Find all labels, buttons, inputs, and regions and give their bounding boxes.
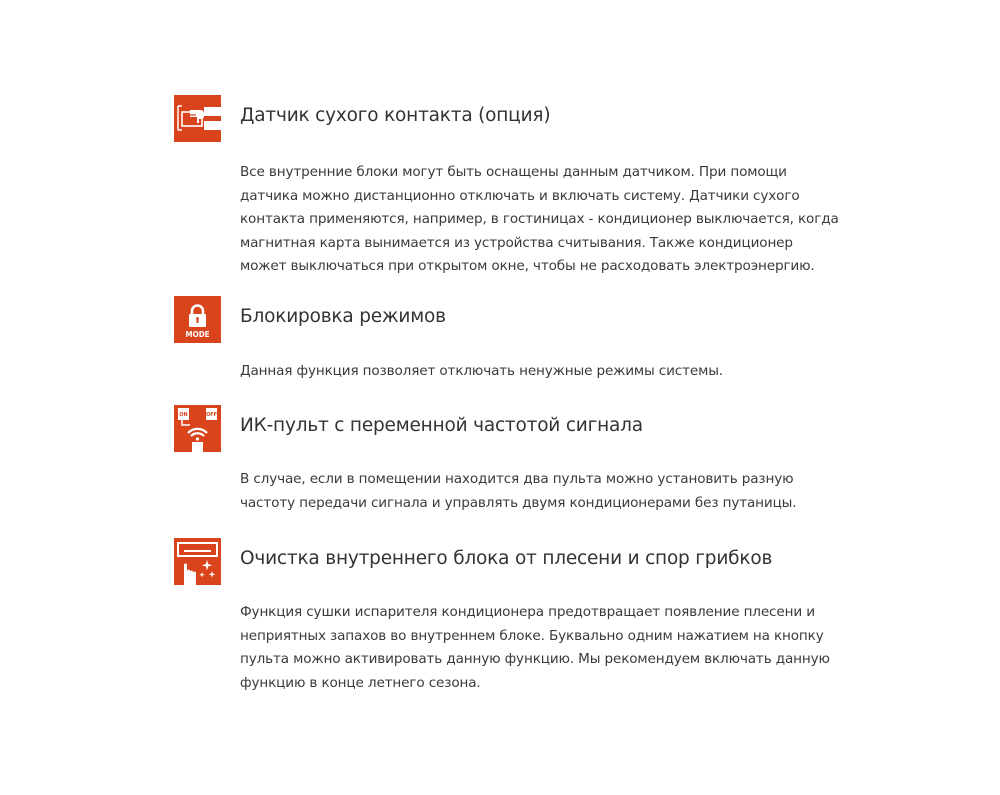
feature-title: ИК-пульт с переменной частотой сигнала xyxy=(240,415,643,436)
svg-text:ON: ON xyxy=(179,412,188,418)
svg-text:MODE: MODE xyxy=(185,330,210,339)
description-line: может выключаться при открытом окне, чтобы не расходовать электроэнергию. xyxy=(240,258,815,274)
description-line: функцию в конце летнего сезона. xyxy=(240,674,481,691)
description-line: В случае, если в помещении находится два пульта можно установить разную xyxy=(240,471,794,487)
feature-title: Датчик сухого контакта (опция) xyxy=(240,105,551,126)
mold-cleaning-icon xyxy=(174,538,221,585)
feature-title: Очистка внутреннего блока от плесени и спор грибков xyxy=(240,548,773,569)
mode-lock-icon xyxy=(174,296,221,343)
description-line: контакта применяются, например, в гостиницах - кондиционер выключается, когда xyxy=(240,211,839,227)
svg-text:OFF: OFF xyxy=(205,412,218,418)
description-line: Все внутренние блоки могут быть оснащены данным датчиком. При помощи xyxy=(240,164,787,180)
feature-description xyxy=(240,161,880,279)
feature-description xyxy=(240,601,880,695)
description-line: датчика можно дистанционно отключать и включать систему. Датчики сухого xyxy=(240,187,800,204)
description-line: магнитная карта вынимается из устройства считывания. Также кондиционер xyxy=(240,234,793,251)
description-line: неприятных запахов во внутреннем блоке. Буквально одним нажатием на кнопку xyxy=(240,627,824,644)
feature-title: Блокировка режимов xyxy=(240,306,446,327)
description-line: Функция сушки испарителя кондиционера предотвращает появление плесени и xyxy=(240,604,815,620)
description-line: Данная функция позволяет отключать ненужные режимы системы. xyxy=(240,363,723,379)
description-line: частоту передачи сигнала и управлять двумя кондиционерами без путаницы. xyxy=(240,494,797,511)
dry-contact-card-icon xyxy=(174,95,221,142)
feature-description xyxy=(240,468,880,515)
ir-remote-frequency-icon xyxy=(174,405,221,452)
description-line: пульта можно активировать данную функцию. Мы рекомендуем включать данную xyxy=(240,651,830,667)
feature-description xyxy=(240,360,880,384)
